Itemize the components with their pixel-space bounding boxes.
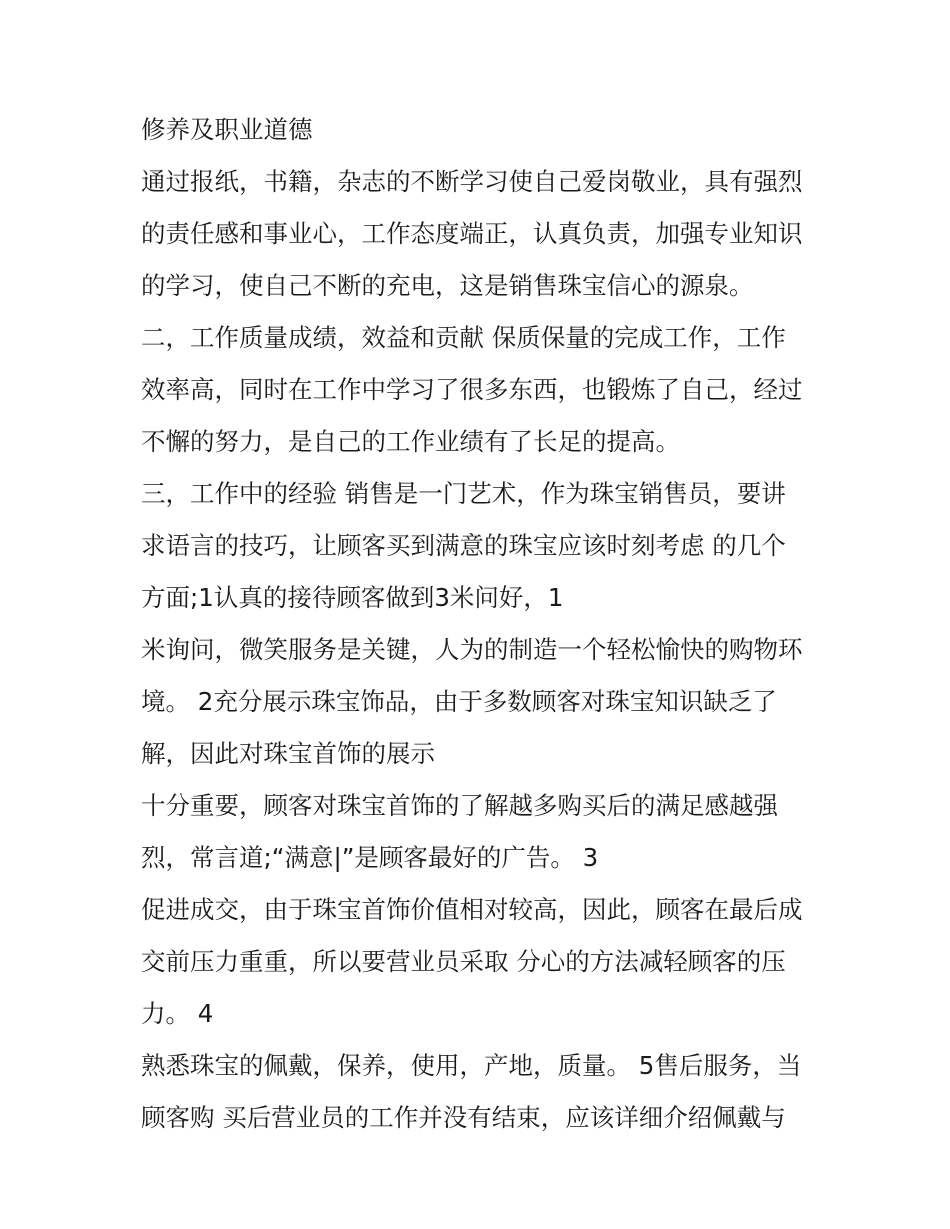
text-line: 十分重要，顾客对珠宝首饰的了解越多购买后的满足感越强 [141,791,778,820]
text-line: 方面;1认真的接待顾客做到3米问好，1 [141,583,564,612]
text-line: 解，因此对珠宝首饰的展示 [141,739,435,768]
section-heading: 修养及职业道德 [141,115,313,144]
text-line: 的责任感和事业心，工作态度端正，认真负责，加强专业知识 [141,219,803,248]
text-line: 熟悉珠宝的佩戴，保养，使用，产地，质量。 5售后服务，当 [141,1051,802,1080]
text-line: 顾客购 买后营业员的工作并没有结束，应该详细介绍佩戴与 [141,1103,786,1132]
text-line: 的学习，使自己不断的充电，这是销售珠宝信心的源泉。 [141,271,754,300]
text-line: 烈，常言道;“满意|”是顾客最好的广告。 3 [141,843,599,872]
text-line: 米询问，微笑服务是关键，人为的制造一个轻松愉快的购物环 [141,635,803,664]
text-line: 力。 4 [141,999,214,1028]
text-line: 二，工作质量成绩，效益和贡献 保质保量的完成工作，工作 [141,323,786,352]
text-line: 通过报纸，书籍，杂志的不断学习使自己爱岗敬业，具有强烈 [141,167,803,196]
text-line: 境。 2充分展示珠宝饰品，由于多数顾客对珠宝知识缺乏了 [141,687,777,716]
document-body [141,108,831,1148]
text-line: 效率高，同时在工作中学习了很多东西，也锻炼了自己，经过 [141,375,803,404]
text-line: 三，工作中的经验 销售是一门艺术，作为珠宝销售员，要讲 [141,479,786,508]
text-line: 促进成交，由于珠宝首饰价值相对较高，因此，顾客在最后成 [141,895,803,924]
text-line: 不懈的努力，是自己的工作业绩有了长足的提高。 [141,427,680,456]
text-line: 求语言的技巧，让顾客买到满意的珠宝应该时刻考虑 的几个 [141,531,786,560]
text-line: 交前压力重重，所以要营业员采取 分心的方法减轻顾客的压 [141,947,786,976]
